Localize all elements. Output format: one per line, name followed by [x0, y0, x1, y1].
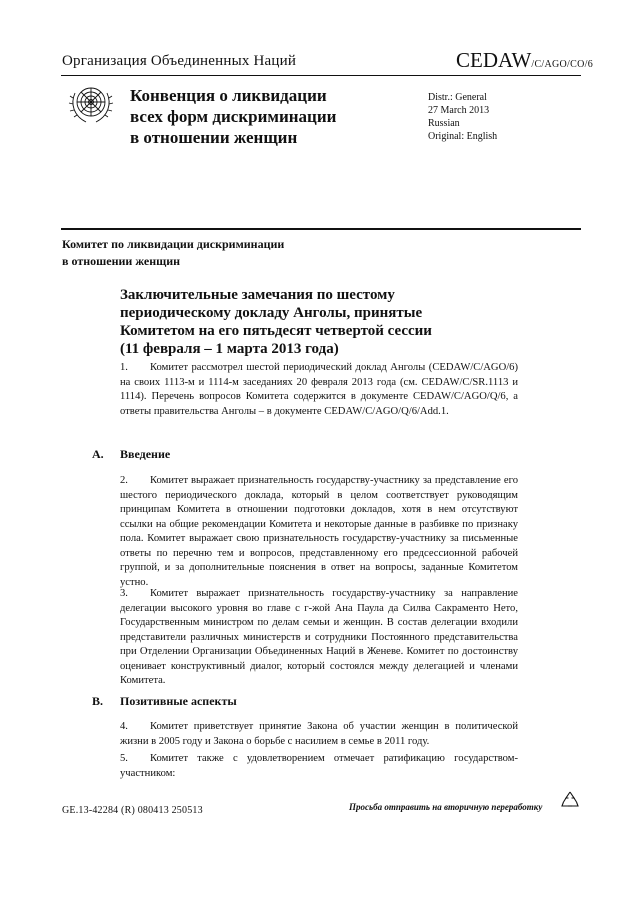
symbol-suffix: /C/AGO/CO/6 — [531, 59, 593, 70]
section-letter-a: A. — [92, 447, 104, 461]
convention-title-line: в отношении женщин — [130, 128, 298, 147]
committee-line: Комитет по ликвидации дискриминации — [62, 237, 285, 251]
convention-title — [130, 85, 380, 148]
paragraph-1 — [120, 361, 518, 419]
document-symbol — [456, 50, 593, 75]
paragraph-text: Комитет выражает признательность государству-участнику за направление делегации высокого уровня во главе с г-жой Ана Паула да Силва Сакраменто Нето, Государственным министром по делам семьи и женщин. В состав делегации входили представители различных министерств и сотрудники Постоянного представительства при Отделении Организации Объединенных Наций в Женеве. Комитет по достоинству оценивает конструктивный диалог, который состоялся между делегацией и членами Комитета. — [120, 588, 518, 686]
footer-document-code: GE.13-42284 (R) 080413 250513 — [62, 805, 203, 816]
convention-title-line: всех форм дискриминации — [130, 107, 337, 126]
paragraph-text: Комитет приветствует принятие Закона об участии женщин в политической жизни в 2005 году и Закона о борьбе с насилием в семье в 2011 году. — [120, 721, 518, 747]
document-title-line: периодическому докладу Анголы, принятые — [120, 305, 423, 321]
header-bottom-rule — [61, 228, 581, 230]
committee-line: в отношении женщин — [62, 254, 181, 268]
distribution-block — [428, 91, 497, 143]
paragraph-number: 3. — [120, 588, 128, 599]
paragraph-text: Комитет рассмотрел шестой периодический доклад Анголы (CEDAW/C/AGO/6) на своих 1113-м и 1114-м заседаниях 20 февраля 2013 года (см. CEDAW/C/SR.1113 и 1114). Перечень вопросов Комитета содержится в документе CEDAW/C/AGO/Q/6, а ответы правительства Анголы – в документе CEDAW/C/AGO/Q/6/Add.1. — [120, 362, 518, 417]
paragraph-number: 4. — [120, 721, 128, 732]
paragraph-3 — [120, 587, 518, 689]
committee-name — [62, 236, 284, 270]
document-title-line: Комитетом на его пятьдесят четвертой сессии — [120, 323, 432, 339]
document-title — [120, 286, 520, 358]
paragraph-text: Комитет также с удовлетворением отмечает ратификацию государством-участником: — [120, 753, 518, 779]
recycle-icon — [560, 790, 580, 810]
distribution-language: Russian — [428, 118, 460, 129]
organization-name: Организация Объединенных Наций — [62, 53, 297, 69]
paragraph-5 — [120, 752, 518, 781]
section-letter-b: B. — [92, 694, 104, 708]
un-emblem-icon — [68, 82, 114, 128]
paragraph-number: 1. — [120, 362, 128, 373]
symbol-main: CEDAW — [456, 48, 532, 72]
section-heading-positive-aspects: Позитивные аспекты — [120, 694, 237, 708]
distribution-line: Distr.: General — [428, 92, 487, 103]
paragraph-4 — [120, 720, 518, 749]
header-rule — [61, 75, 581, 76]
paragraph-number: 5. — [120, 753, 128, 764]
paragraph-2 — [120, 474, 518, 590]
recycle-notice: Просьба отправить на вторичную переработку — [349, 802, 543, 812]
distribution-date: 27 March 2013 — [428, 105, 490, 116]
convention-title-line: Конвенция о ликвидации — [130, 86, 327, 105]
distribution-original: Original: English — [428, 131, 498, 142]
paragraph-number: 2. — [120, 475, 128, 486]
document-title-line: Заключительные замечания по шестому — [120, 287, 395, 303]
paragraph-text: Комитет выражает признательность государству-участнику за представление его шестого периодического доклада, который в целом соответствует руководящим принципам Комитета в отношении подготовки докладов, хотя в нем отсутствуют ссылки на общие рекомендации Комитета и некоторые данные в разбивке по признаку пола. Комитет выражает свою признательность государству-участнику за письменные ответы по перечню тем и вопросов, представленному его предсессионной рабочей группой, и за дополнительные пояснения в ответ на вопросы, заданные Комитетом устно. — [120, 475, 518, 588]
section-heading-introduction: Введение — [120, 447, 171, 461]
document-title-line: (11 февраля – 1 марта 2013 года) — [120, 341, 339, 357]
